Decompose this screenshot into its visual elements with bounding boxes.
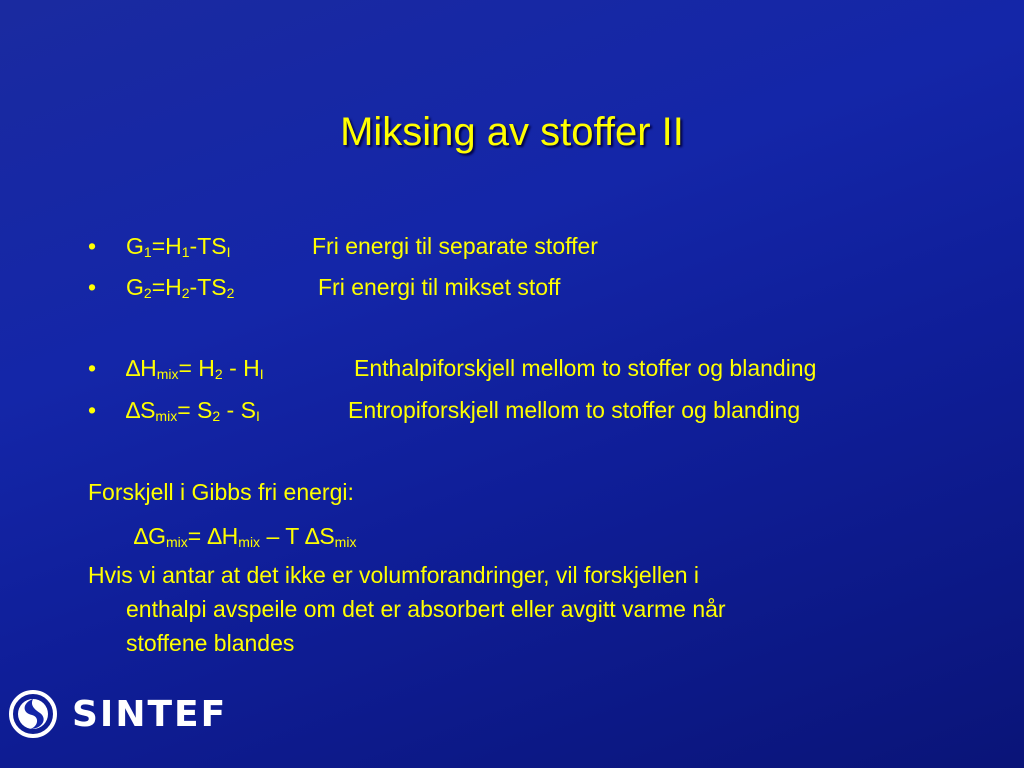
sintef-logo: [8, 688, 227, 740]
paragraph-line-1: Hvis vi antar at det ikke er volumforandringer, vil forskjellen i: [88, 562, 700, 588]
bullet-marker: •: [88, 233, 97, 259]
bullet-description: Entropiforskjell mellom to stoffer og blanding: [348, 397, 801, 423]
bullet-description: Fri energi til mikset stoff: [318, 274, 561, 300]
bullet-description: Fri energi til separate stoffer: [312, 233, 598, 259]
paragraph-line-2: enthalpi avspeile om det er absorbert eller avgitt varme når: [126, 596, 726, 622]
paragraph-line-3: stoffene blandes: [126, 630, 295, 656]
explanation-paragraph: [88, 558, 908, 660]
sintef-logo-text: SINTEF: [72, 693, 228, 735]
formula-g2: $G_2=H_2-TS_2$: [126, 274, 235, 301]
formula-delta-h-mix: $\Delta H_{mix}= H_2 - H_I$: [126, 355, 264, 382]
formula-g1: $G_1=H_1-TS_I$: [126, 233, 231, 260]
bullet-description: Enthalpiforskjell mellom to stoffer og blanding: [354, 355, 817, 381]
bullet-marker: •: [88, 274, 97, 300]
bullet-marker: •: [88, 355, 97, 381]
gibbs-formula: $\Delta G_{mix}= \Delta H_{mix} - T$ $\Delta S_{mix}$: [134, 523, 357, 550]
bullet-marker: •: [88, 397, 97, 423]
sintef-logo-icon: [8, 689, 58, 739]
gibbs-heading: Forskjell i Gibbs fri energi:: [88, 479, 354, 505]
slide-title: Miksing av stoffer II: [340, 110, 684, 154]
formula-delta-s-mix: $\Delta S_{mix}= S_2 - S_I$: [126, 397, 260, 424]
